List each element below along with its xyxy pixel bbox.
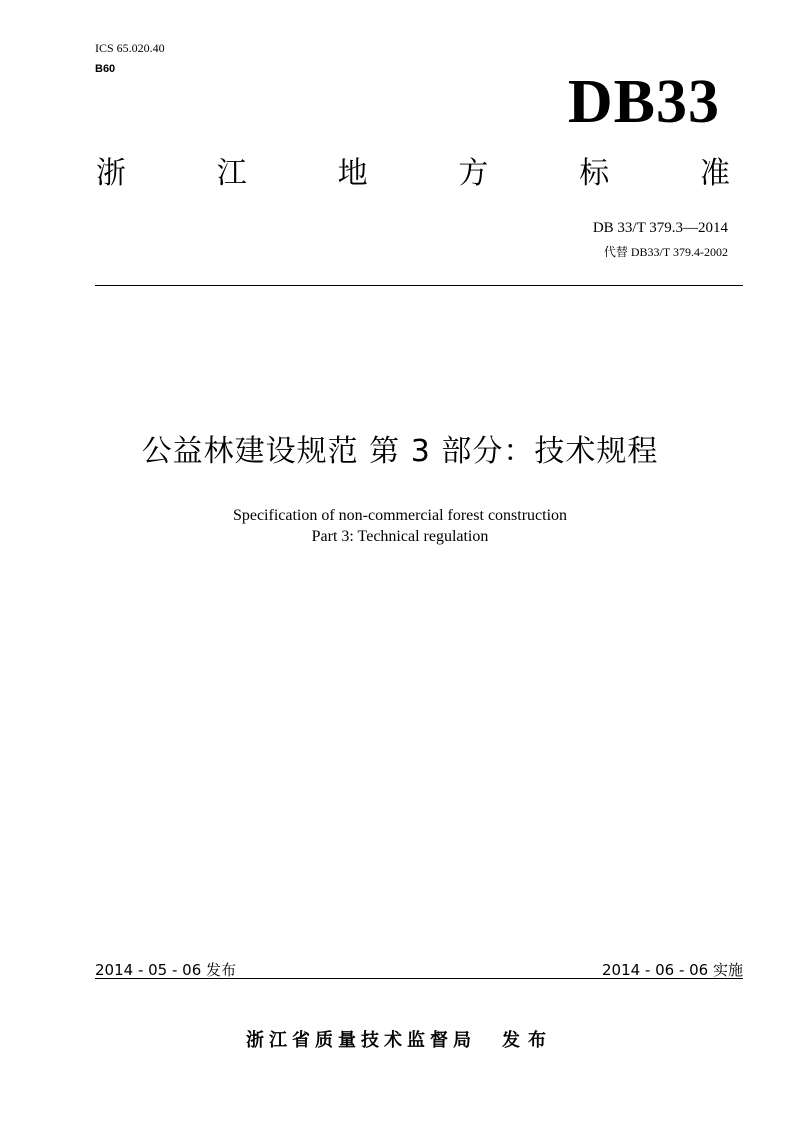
publisher-line [0, 1028, 800, 1054]
ccs-code: B60 [95, 63, 116, 75]
top-divider [95, 285, 743, 286]
standard-type-char: 浙 [96, 156, 126, 191]
db33-logo: DB33 [567, 68, 720, 136]
standard-type-heading [96, 152, 730, 196]
issue-date: 2014 - 05 - 06 发布 [95, 961, 237, 979]
publisher-action: 发布 [502, 1030, 554, 1051]
document-title-en [0, 505, 800, 547]
document-title-cn: 公益林建设规范 第 3 部分：技术规程 [141, 434, 659, 469]
bottom-divider [95, 978, 743, 979]
standard-type-char: 准 [699, 156, 730, 191]
standard-number: DB 33/T 379.3—2014 [592, 220, 728, 236]
standard-type-char: 江 [216, 156, 247, 191]
standard-type-char: 标 [579, 156, 610, 191]
title-en-line2: Part 3: Technical regulation [311, 528, 489, 545]
publisher-organization: 浙江省质量技术监督局 [246, 1030, 476, 1051]
standard-type-char: 地 [337, 156, 368, 191]
title-en-line1: Specification of non-commercial forest construction [232, 507, 568, 524]
implementation-date: 2014 - 06 - 06 实施 [601, 961, 743, 979]
ics-code: ICS 65.020.40 [95, 41, 165, 55]
standard-type-char: 方 [458, 156, 489, 191]
replaces-standard: 代替 DB33/T 379.4-2002 [603, 245, 728, 259]
